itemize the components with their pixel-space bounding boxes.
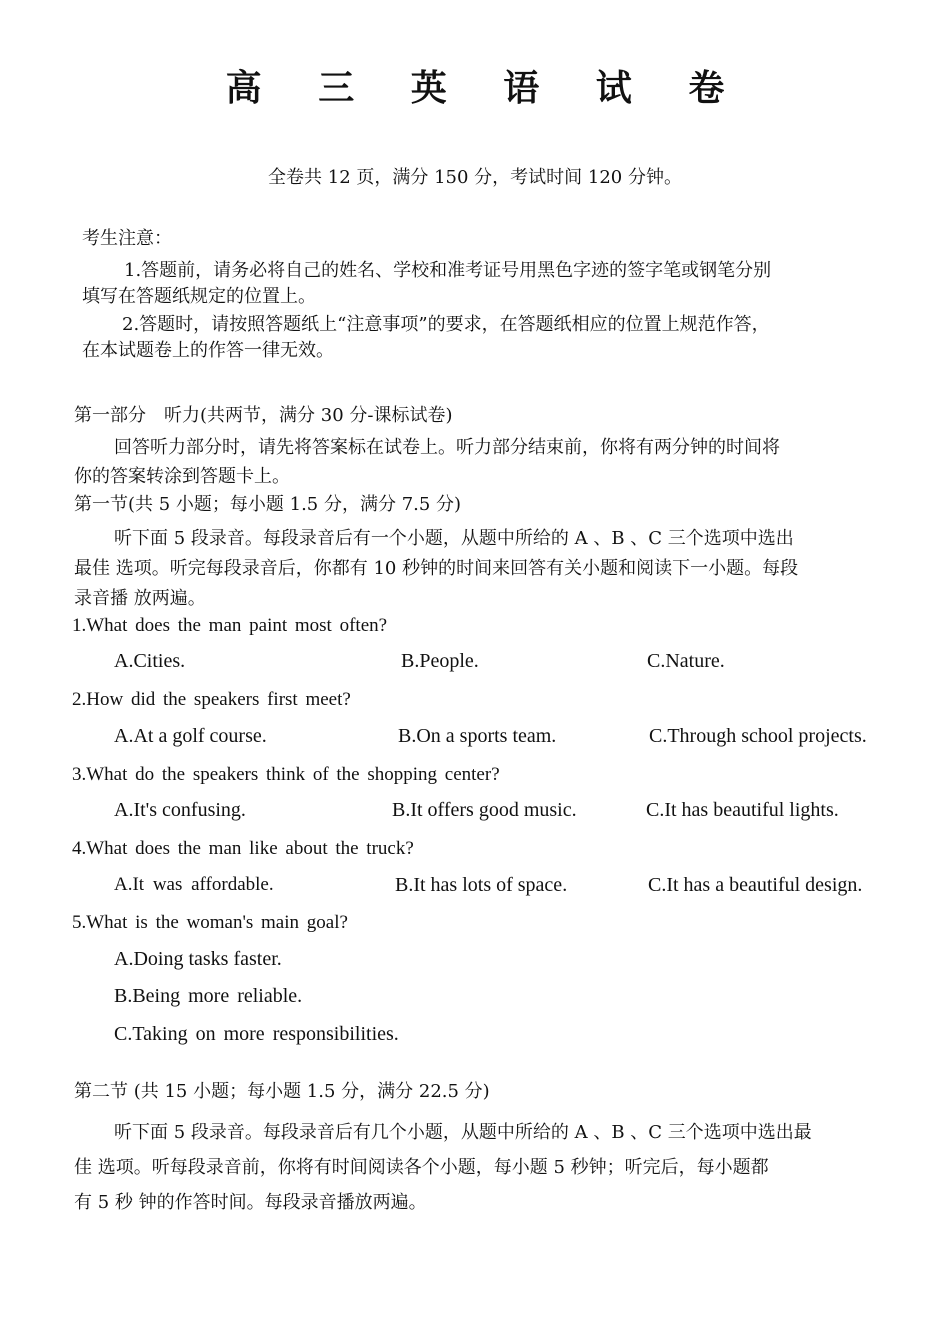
question-5-option-c: C.Taking on more responsibilities. xyxy=(114,1023,399,1045)
notice-item-1-cont: 填写在答题纸规定的位置上。 xyxy=(82,286,316,307)
notice-item-1: 1.答题前，请务必将自己的姓名、学校和准考证号用黑色字迹的签字笔或钢笔分别 xyxy=(124,260,772,281)
part1-intro: 回答听力部分时，请先将答案标在试卷上。听力部分结束前，你将有两分钟的时间将 xyxy=(114,437,780,458)
question-1: 1.What does the man paint most often? xyxy=(72,615,388,636)
question-2-option-a: A.At a golf course. xyxy=(114,725,267,747)
page-title: 高 三 英 语 试 卷 xyxy=(225,67,747,109)
section1-heading: 第一节(共 5 小题；每小题 1.5 分，满分 7.5 分) xyxy=(74,494,462,515)
question-3-option-b: B.It offers good music. xyxy=(392,799,577,821)
question-2-option-b: B.On a sports team. xyxy=(398,725,557,747)
question-3-option-a: A.It's confusing. xyxy=(114,799,246,821)
question-3-option-c: C.It has beautiful lights. xyxy=(646,799,839,821)
section1-instructions-cont: 录音播 放两遍。 xyxy=(74,588,206,609)
question-4: 4.What does the man like about the truck? xyxy=(72,838,414,859)
section1-instructions-cont: 最佳 选项。听完每段录音后，你都有 10 秒钟的时间来回答有关小题和阅读下一小题。每段 xyxy=(74,558,799,579)
question-4-option-c: C.It has a beautiful design. xyxy=(648,874,863,896)
section2-instructions-cont: 有 5 秒 钟的作答时间。每段录音播放两遍。 xyxy=(74,1192,427,1213)
question-3: 3.What do the speakers think of the shopping center? xyxy=(72,764,500,785)
question-1-option-b: B.People. xyxy=(401,650,479,672)
part1-heading: 第一部分 听力(共两节，满分 30 分-课标试卷) xyxy=(74,405,453,426)
question-5-option-a: A.Doing tasks faster. xyxy=(114,948,282,970)
notice-item-2: 2.答题时，请按照答题纸上“注意事项”的要求，在答题纸相应的位置上规范作答， xyxy=(122,314,770,335)
section2-heading: 第二节 (共 15 小题；每小题 1.5 分，满分 22.5 分) xyxy=(74,1081,490,1102)
exam-info: 全卷共 12 页，满分 150 分，考试时间 120 分钟。 xyxy=(268,167,682,188)
question-4-option-b: B.It has lots of space. xyxy=(395,874,568,896)
question-2-option-c: C.Through school projects. xyxy=(649,725,867,747)
question-5-option-b: B.Being more reliable. xyxy=(114,985,303,1007)
notice-item-2-cont: 在本试题卷上的作答一律无效。 xyxy=(82,340,334,361)
part1-intro-cont: 你的答案转涂到答题卡上。 xyxy=(74,466,290,487)
question-1-option-c: C.Nature. xyxy=(647,650,725,672)
section1-instructions: 听下面 5 段录音。每段录音后有一个小题，从题中所给的 A 、B 、C 三个选项中选出 xyxy=(114,528,794,549)
question-4-option-a: A.It was affordable. xyxy=(114,874,274,895)
question-2: 2.How did the speakers first meet? xyxy=(72,689,351,710)
section2-instructions-cont: 佳 选项。听每段录音前，你将有时间阅读各个小题，每小题 5 秒钟；听完后，每小题都 xyxy=(74,1157,769,1178)
section2-instructions: 听下面 5 段录音。每段录音后有几个小题，从题中所给的 A 、B 、C 三个选项中选出最 xyxy=(114,1122,812,1143)
notice-heading: 考生注意： xyxy=(82,228,172,249)
question-1-option-a: A.Cities. xyxy=(114,650,186,672)
question-5: 5.What is the woman's main goal? xyxy=(72,912,348,933)
